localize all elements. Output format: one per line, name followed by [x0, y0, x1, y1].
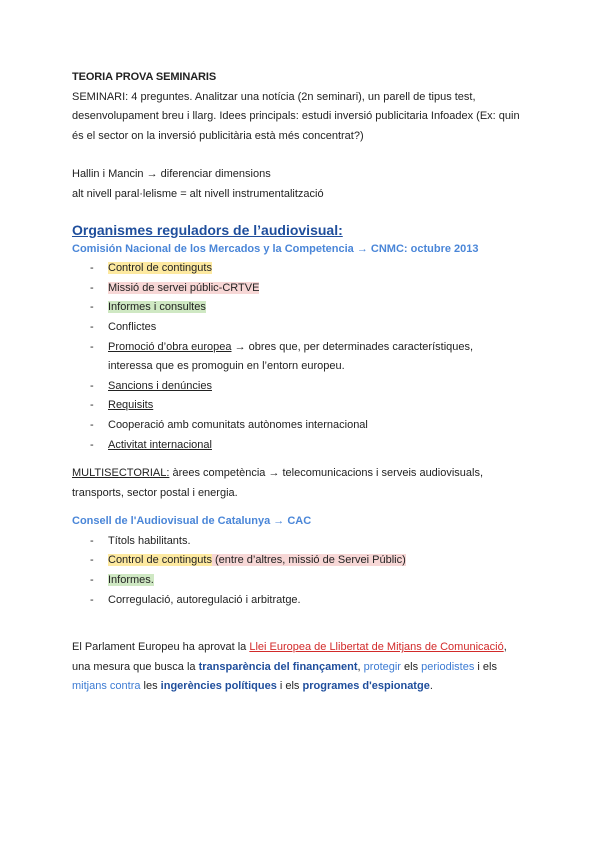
multisectorial-line: MULTISECTORIAL: àrees competència → telecomunicacions i serveis audiovisuals, — [72, 467, 484, 480]
cnmc-list — [72, 259, 532, 455]
list-item: - Informes i consultes — [90, 298, 532, 318]
list-item: - Informes. — [90, 571, 532, 591]
hallin-line: Hallin i Mancin → diferenciar dimensions — [72, 168, 271, 181]
multisectorial-label: MULTISECTORIAL: — [72, 467, 170, 480]
paralelisme-line: alt nivell paral·lelisme = alt nivell instrumentalització — [72, 187, 324, 200]
list-item: - Conflictes — [90, 318, 532, 338]
list-item: - Control de continguts — [90, 259, 532, 279]
document-page — [72, 68, 532, 697]
list-item: - Sancions i denúncies — [90, 377, 532, 397]
multisectorial-line-2: transports, sector postal i energia. — [72, 486, 238, 499]
list-item: - Promoció d’obra europea → obres que, per determinades característiques, interessa que es promoguin en l’entorn europeu. — [90, 338, 532, 377]
section-heading: Organismes reguladors de l’audiovisual: — [72, 221, 343, 238]
intro-line-1: SEMINARI: 4 preguntes. Analitzar una notícia (2n seminari), un parell de tipus test, — [72, 90, 476, 103]
intro-line-2: desenvolupament breu i llarg. Idees principals: estudi inversió publicitaria Infoadex (Ex: quin — [72, 110, 520, 123]
list-item: - Missió de servei públic-CRTVE — [90, 279, 532, 299]
spacer — [72, 146, 532, 165]
law-link[interactable]: Llei Europea de Llibertat de Mitjans de Comunicació — [249, 641, 504, 654]
list-item: - Corregulació, autoregulació i arbitratge. — [90, 591, 532, 611]
list-item: - Activitat internacional — [90, 436, 532, 456]
cnmc-heading: Comisión Nacional de los Mercados y la Competencia → CNMC: octubre 2013 — [72, 242, 479, 255]
cac-list — [72, 532, 532, 610]
list-item: - Cooperació amb comunitats autònomes internacional — [90, 416, 532, 436]
cac-heading: Consell de l'Audiovisual de Catalunya → CAC — [72, 515, 312, 528]
doc-title: TEORIA PROVA SEMINARIS — [72, 71, 217, 83]
intro-line-3: és el sector on la inversió publicitària està més concentrat?) — [72, 129, 364, 142]
list-item: - Requisits — [90, 396, 532, 416]
news-paragraph: El Parlament Europeu ha aprovat la Llei Europea de Llibertat de Mitjans de Comunicació, una mesura que busca la transparència del finançament, protegir els periodistes i els mitjans contra les ingerències polítiques i els programes d'espionatge. — [72, 641, 507, 693]
list-item: - Títols habilitants. — [90, 532, 532, 552]
list-item: - Control de continguts (entre d’altres, missió de Servei Públic) — [90, 551, 532, 571]
